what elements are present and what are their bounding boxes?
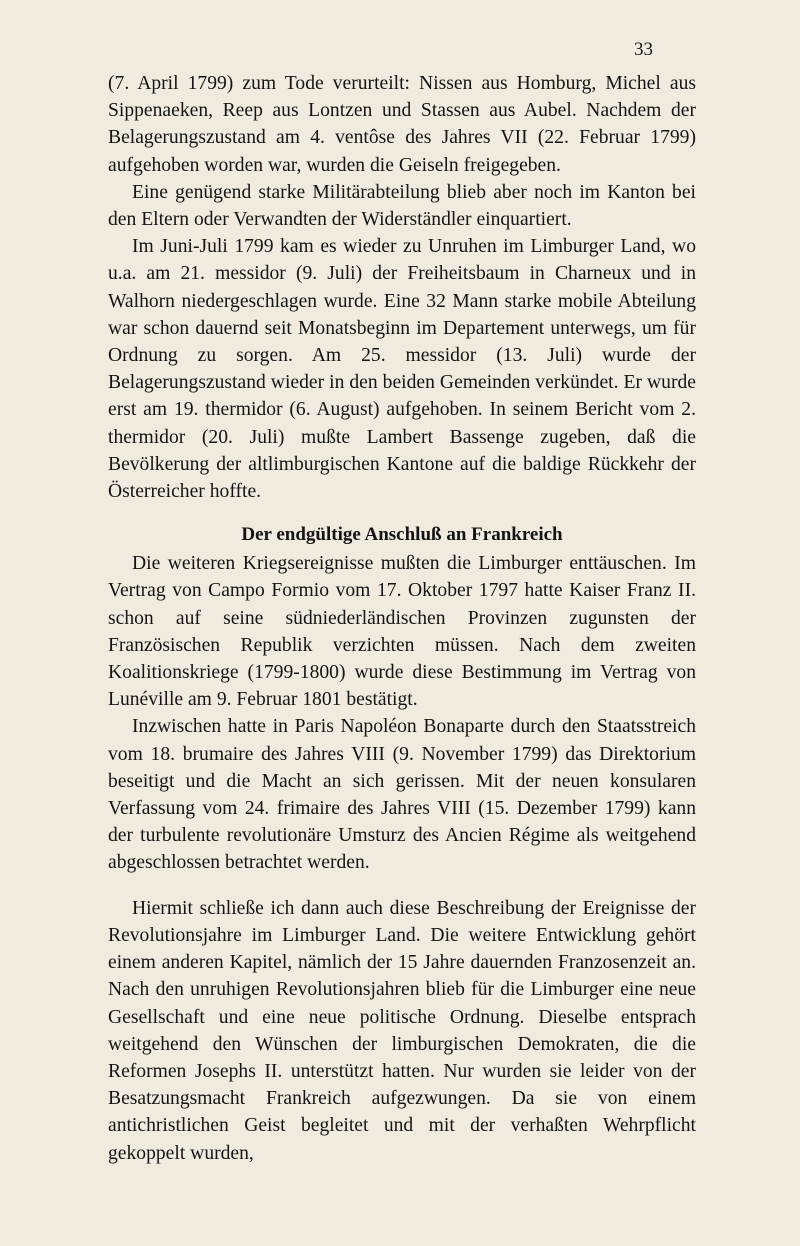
paragraph-napoleon-coup: Inzwischen hatte in Paris Napoléon Bonaparte durch den Staatsstreich vom 18. brumaire des Jahres VIII (9. November 1799) das Direktorium beseitigt und die Macht an sich gerissen. Mit der neuen konsularen Verfassung vom 24. frimaire des Jahres VIII (15. Dezember 1799) kann der turbulente revolutionäre Umsturz des Ancien Régime als weitgehend abgeschlossen betrachtet werden.	[108, 716, 696, 874]
paragraph-unrest-1799: Im Juni-Juli 1799 kam es wieder zu Unruhen im Limburger Land, wo u.a. am 21. messidor (9. Juli) der Freiheitsbaum in Charneux und in Walhorn niedergeschlagen wurde. Eine 32 Mann starke mobile Abteilung war schon dauernd seit Monatsbeginn im Departement unterwegs, um für Ordnung zu sorgen. Am 25. messidor (13. Juli) wurde der Belagerungszustand wieder in den beiden Gemeinden verkündet. Er wurde erst am 19. thermidor (6. August) aufgehoben. In seinem Bericht vom 2. thermidor (20. Juli) mußte Lambert Bassenge zugeben, daß die Bevölkerung der altlimburgischen Kantone auf die baldige Rückkehr der Österreicher hoffte.	[108, 236, 696, 503]
paragraph-conclusion: Hiermit schließe ich dann auch diese Beschreibung der Ereignisse der Revolutionsjahre im Limburger Land. Die weitere Entwicklung gehört einem anderen Kapitel, nämlich der 15 Jahre dauernden Franzosenzeit an. Nach den unruhigen Revolutionsjahren blieb für die Limburger eine neue Gesellschaft und eine neue politische Ordnung. Dieselbe entsprach weitgehend den Wünschen der limburgischen Demokraten, die die Reformen Josephs II. unterstützt hatten. Nur wurden sie leider von der Besatzungsmacht Frankreich aufgezwungen. Da sie von einem antichristlichen Geist begleitet und mit der verhaßten Wehrpflicht gekoppelt wurden,	[108, 897, 696, 1164]
section-heading: Der endgültige Anschluß an Frankreich	[241, 524, 563, 546]
page-number: 33	[634, 39, 653, 60]
paragraph-campo-formio: Die weiteren Kriegsereignisse mußten die Limburger enttäuschen. Im Vertrag von Campo Formio vom 17. Oktober 1797 hatte Kaiser Franz II. schon auf seine südniederländischen Provinzen zugunsten der Französischen Republik verzichten müssen. Nach dem zweiten Koalitionskriege (1799-1800) wurde diese Bestimmung im Vertrag von Lunéville am 9. Februar 1801 bestätigt.	[108, 553, 696, 711]
body-text	[108, 70, 696, 1167]
paragraph-continuation: (7. April 1799) zum Tode verurteilt: Nissen aus Homburg, Michel aus Sippenaeken, Reep aus Lontzen und Stassen aus Aubel. Nachdem der Belagerungszustand am 4. ventôse des Jahres VII (22. Februar 1799) aufgehoben worden war, wurden die Geiseln freigegeben.	[108, 73, 696, 176]
paragraph-military-quartering: Eine genügend starke Militärabteilung blieb aber noch im Kanton bei den Eltern oder Verwandten der Widerständler einquartiert.	[108, 181, 696, 231]
